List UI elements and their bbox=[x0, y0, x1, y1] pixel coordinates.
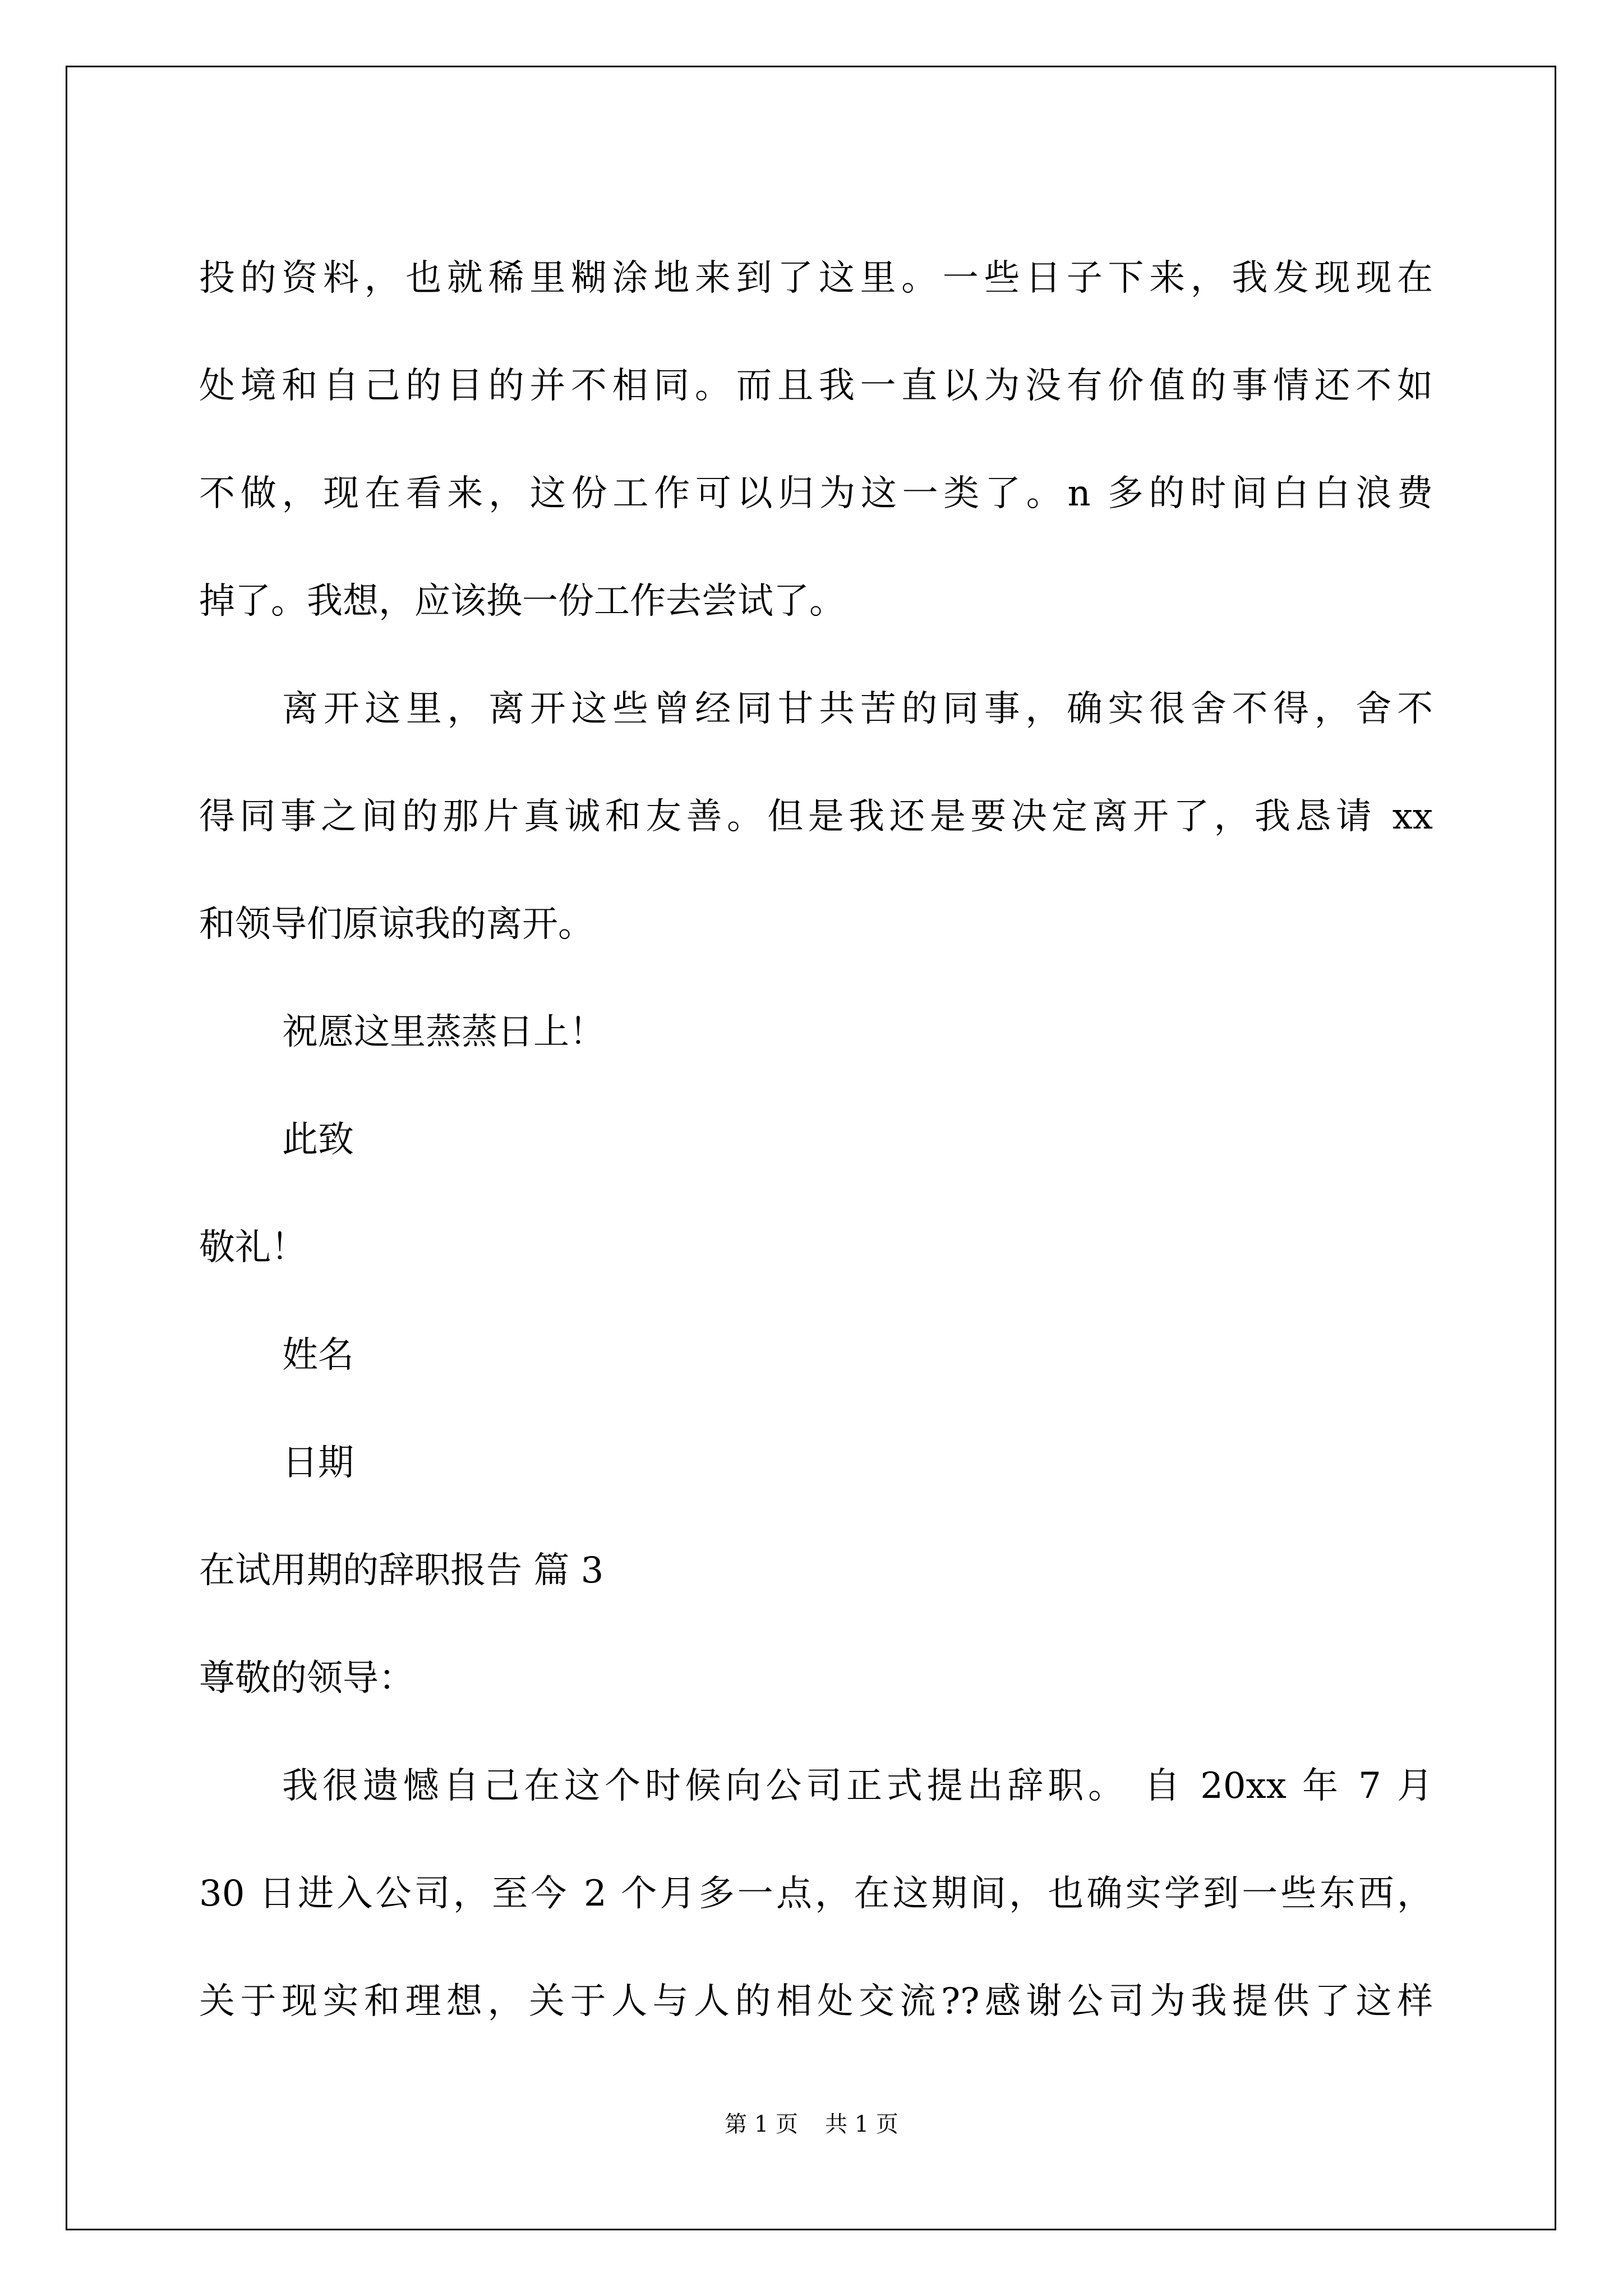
page-total: 共 1 页 bbox=[825, 2111, 898, 2137]
text-line: 掉了。我想，应该换一份工作去尝试了。 bbox=[199, 581, 845, 622]
salutation: 尊敬的领导： bbox=[199, 1658, 414, 1699]
page-number: 第 1 页 bbox=[725, 2111, 798, 2137]
text-line: 和领导们原谅我的离开。 bbox=[199, 904, 594, 945]
text-line: 关于现实和理想，关于人与人的相处交流??感谢公司为我提供了这样 bbox=[199, 1981, 1433, 2022]
text-line: 姓名 bbox=[282, 1335, 354, 1376]
page-footer bbox=[0, 2110, 1623, 2138]
text-line: 投的资料，也就稀里糊涂地来到了这里。一些日子下来，我发现现在 bbox=[199, 257, 1433, 299]
text-line: 离开这里，离开这些曾经同甘共苦的同事，确实很舍不得，舍不 bbox=[282, 688, 1433, 730]
text-line: 此致 bbox=[282, 1119, 354, 1161]
text-line: 处境和自己的目的并不相同。而且我一直以为没有价值的事情还不如 bbox=[199, 365, 1433, 407]
section-heading: 在试用期的辞职报告 篇 3 bbox=[199, 1550, 604, 1591]
text-line: 我很遗憾自己在这个时候向公司正式提出辞职。 自 20xx 年 7 月 bbox=[282, 1765, 1433, 1807]
text-line: 敬礼！ bbox=[199, 1227, 307, 1268]
text-line: 祝愿这里蒸蒸日上！ bbox=[282, 1011, 605, 1053]
text-line: 得同事之间的那片真诚和友善。但是我还是要决定离开了，我恳请 xx bbox=[199, 796, 1433, 838]
document-body bbox=[199, 224, 1433, 2055]
text-line: 不做，现在看来，这份工作可以归为这一类了。n 多的时间白白浪费 bbox=[199, 473, 1433, 514]
text-line: 30 日进入公司，至今 2 个月多一点，在这期间，也确实学到一些东西， bbox=[199, 1873, 1433, 1915]
text-line: 日期 bbox=[282, 1442, 354, 1484]
